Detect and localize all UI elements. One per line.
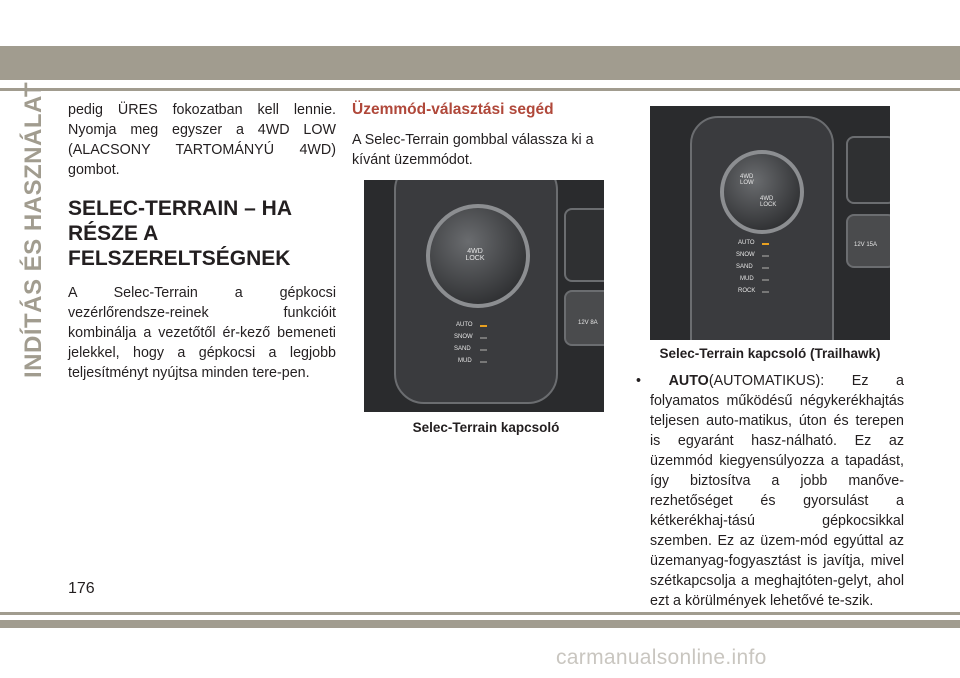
selector-knob [720, 150, 804, 234]
mode-auto-label: AUTO [456, 322, 473, 328]
snow-led [762, 255, 769, 257]
auto-led [762, 243, 769, 245]
section-heading: SELEC-TERRAIN – HA RÉSZE A FELSZERELTSÉGNEK [68, 197, 292, 270]
column-left [68, 100, 336, 383]
auto-led [480, 325, 487, 327]
page-number: 176 [68, 580, 95, 597]
mud-led [762, 279, 769, 281]
bullet-text: (AUTOMATIKUS): Ez a folyamatos működésű négykerékhajtás teljesen auto-matikus, úton és terepen is egyaránt hasz-nálható. Ez az üzemmód kiegyensúlyozza a tapadást, így biztosítva a jobb manőve-rezhetőséget és gyorsulást a kétkerékhaj-tású gépkocsikkal szemben. Ez az üzem-mód egyúttal az üzemanyag-fogyasztást is javítja, mivel szétkapcsolja a meghajtóten-gelyt, ahol ezt a körülmények lehetővé te-szik. [650, 373, 904, 609]
power-outlet-panel [846, 214, 890, 268]
footer-band [0, 620, 960, 628]
knob-label: 4WD LOCK [465, 248, 485, 262]
rock-led [762, 291, 769, 293]
header-rule [0, 88, 960, 91]
mode-sand-label: SAND [454, 346, 471, 352]
mode-mud-label: MUD [458, 358, 472, 364]
subheading: Üzemmód-választási segéd [352, 101, 554, 118]
body-paragraph: A Selec-Terrain gombbal válassza ki a kívánt üzemmódot. [352, 132, 594, 168]
sand-led [480, 349, 487, 351]
header-band [0, 46, 960, 80]
mud-led [480, 361, 487, 363]
auto-mode-bullet: • AUTO(AUTOMATIKUS): Ez a folyamatos működésű négykerékhajtás teljesen auto-matikus, úton és terepen is egyaránt hasz-nálható. Ez az üzemmód kiegyensúlyozza a tapadást, így biztosítva a jobb manőve-rezhetőséget és gyorsulást a kétkerékhaj-tású gépkocsikkal szemben. Ez az üzem-mód egyúttal az üzemanyag-fogyasztást is javítja, mivel szétkapcsolja a meghajtóten-gelyt, ahol ezt a körülmények lehetővé te-szik. [636, 373, 904, 609]
photo-caption: Selec-Terrain kapcsoló [412, 420, 560, 435]
mode-rock-label: ROCK [738, 288, 756, 294]
usb-port-panel [564, 208, 604, 282]
mode-mud-label: MUD [740, 276, 754, 282]
mode-auto-label: AUTO [738, 240, 755, 246]
watermark: carmanualsonline.info [556, 646, 767, 669]
trailhawk-photo [650, 106, 890, 340]
outlet-label: 12V 15A [854, 242, 878, 248]
outlet-label: 12V 8A [578, 320, 598, 326]
column-right [636, 100, 904, 611]
mode-snow-label: SNOW [736, 252, 755, 258]
bullet-term: AUTO [668, 373, 709, 389]
mode-sand-label: SAND [736, 264, 753, 270]
intro-paragraph: pedig ÜRES fokozatban kell lennie. Nyomja meg egyszer a 4WD LOW (ALACSONY TARTOMÁNYÚ 4WD) gombot. [68, 102, 336, 178]
knob-top-label: 4WD LOW [740, 174, 754, 186]
footer-rule [0, 612, 960, 615]
section-side-title: INDÍTÁS ÉS HASZNÁLAT [20, 81, 47, 378]
usb-port-panel [846, 136, 890, 204]
power-outlet-panel [564, 290, 604, 346]
photo-caption: Selec-Terrain kapcsoló (Trailhawk) [659, 346, 881, 361]
knob-bottom-label: 4WD LOCK [760, 196, 777, 208]
body-paragraph: A Selec-Terrain a gépkocsi vezérlőrendsze-reinek funkcióit kombinálja a vezetőtől ér-kező bemeneti jelekkel, hogy a gépkocsi a legjobb teljesítményt nyújtsa minden tere-pen. [68, 285, 336, 381]
column-middle [352, 100, 620, 435]
sand-led [762, 267, 769, 269]
snow-led [480, 337, 487, 339]
mode-snow-label: SNOW [454, 334, 473, 340]
selec-terrain-photo [364, 180, 604, 412]
